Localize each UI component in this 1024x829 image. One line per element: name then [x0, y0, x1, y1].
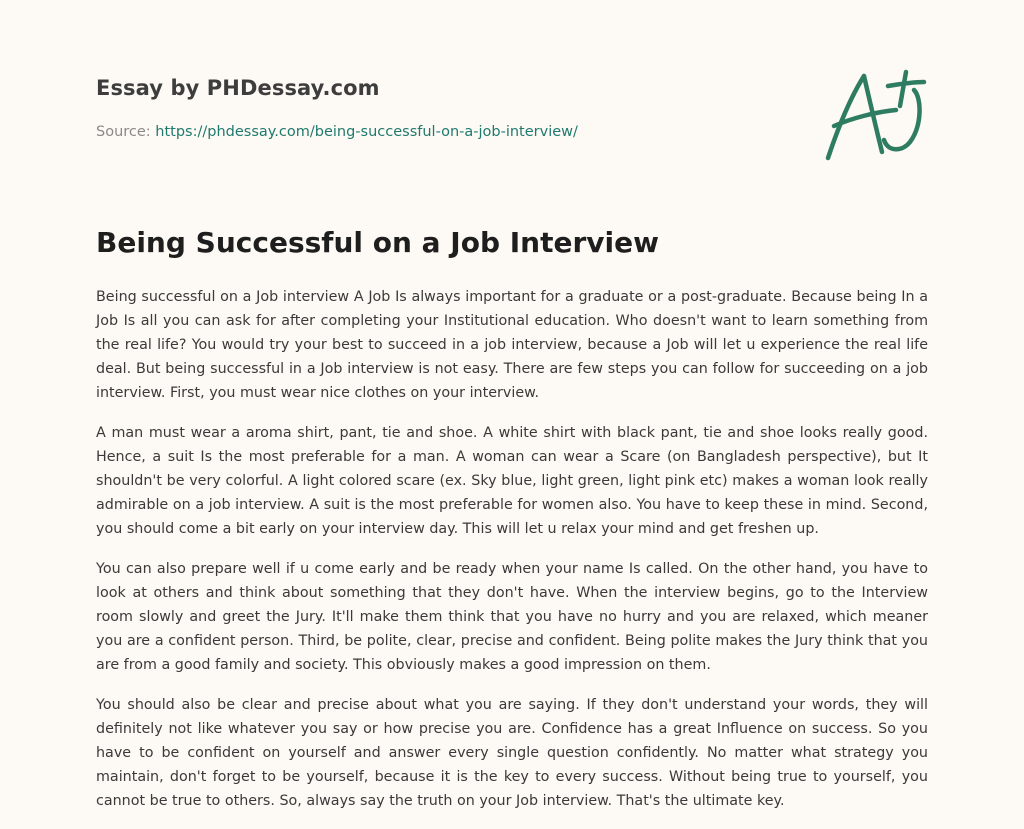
a-plus-grade-icon — [818, 66, 938, 166]
source-label: Source: — [96, 124, 156, 140]
essay-paragraph: You can also prepare well if u come early and be ready when your name Is called. On the other hand, you have to look at others and think about something that they don't have. When the interview begins, go to the Interview room slowly and greet the Jury. It'll make them think that you have no hurry and you are relaxed, which meaner you are a confident person. Third, be polite, clear, precise and confident. Being polite makes the Jury think that you are from a good family and society. This obviously makes a good impression on them. — [96, 561, 928, 673]
essay-paragraph: A man must wear a aroma shirt, pant, tie and shoe. A white shirt with black pant, tie and shoe looks really good. Hence, a suit Is the most preferable for a man. A woman can wear a Scare (on Bangladesh perspective), but It shouldn't be very colorful. A light colored scare (ex. Sky blue, light green, light pink etc) makes a woman look really admirable on a job interview. A suit is the most preferable for women also. You have to keep these in mind. Second, you should come a bit early on your interview day. This will let u relax your mind and get freshen up. — [96, 425, 928, 537]
source-link[interactable]: https://phdessay.com/being-successful-on-a-job-interview/ — [155, 124, 578, 140]
essay-paragraph: Being successful on a Job interview A Job Is always important for a graduate or a post-graduate. Because being In a Job Is all you can ask for after completing your Institutional education. Who doesn't want to learn something from the real life? You would try your best to succeed in a job interview, because a Job will let u experience the real life deal. But being successful in a Job interview is not easy. There are few steps you can follow for succeeding on a job interview. First, you must wear nice clothes on your interview. — [96, 289, 928, 401]
essay-paragraph: You should also be clear and precise about what you are saying. If they don't understand your words, they will definitely not like whatever you say or how precise you are. Confidence has a great Influence on success. So you have to be confident on yourself and answer every single question confidently. No matter what strategy you maintain, don't forget to be yourself, because it is the key to every success. Without being true to yourself, you cannot be true to others. So, always say the truth on your Job interview. That's the ultimate key. — [96, 697, 928, 809]
site-brand: Essay by PHDessay.com — [96, 76, 380, 100]
essay-title: Being Successful on a Job Interview — [96, 226, 659, 259]
source-line — [96, 124, 578, 140]
essay-body — [96, 285, 928, 829]
